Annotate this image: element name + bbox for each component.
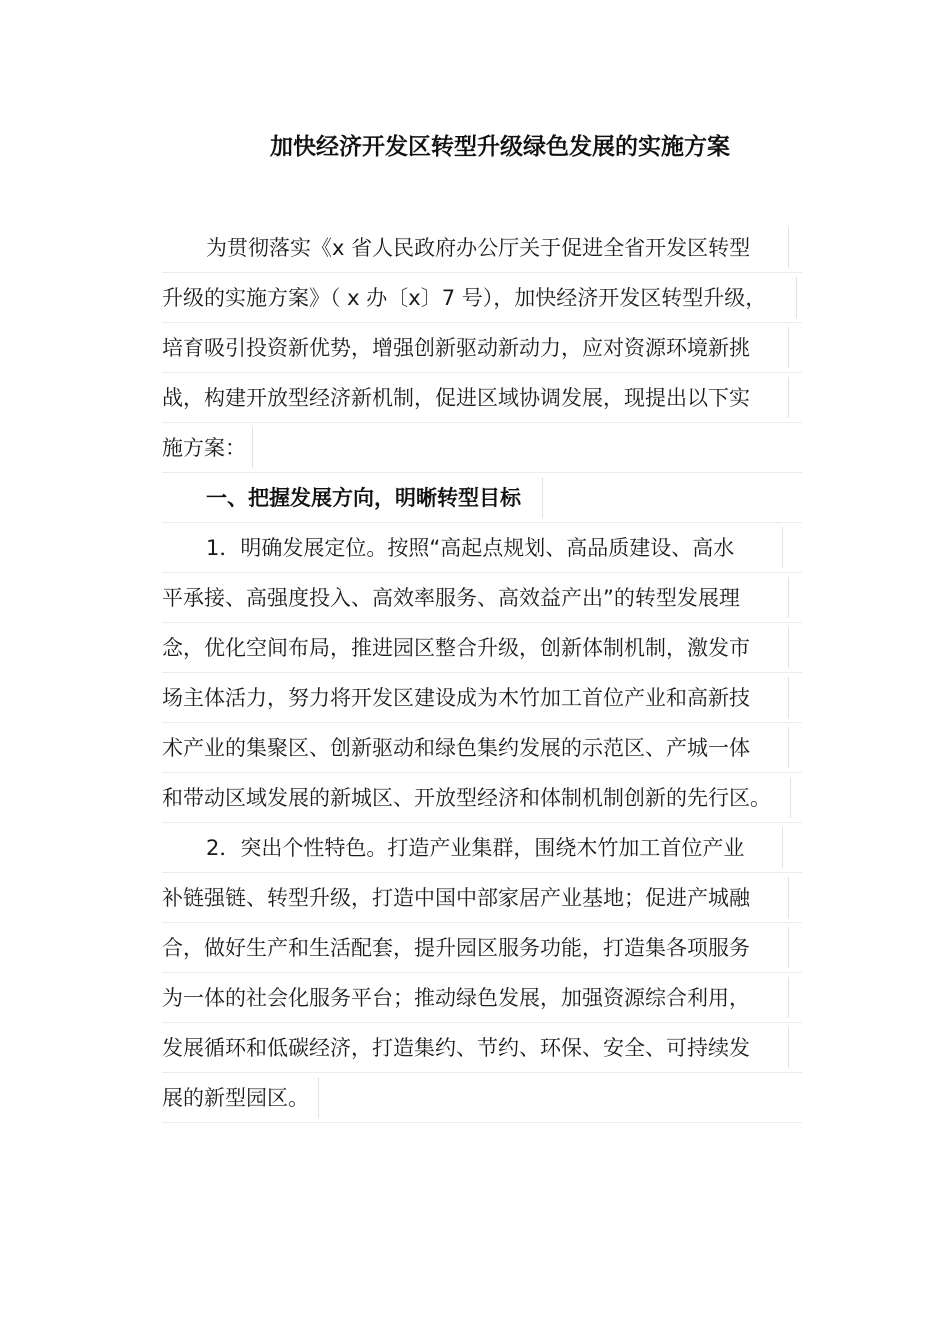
text-line — [162, 1023, 802, 1073]
line-guide — [782, 527, 783, 568]
line-guide — [788, 927, 789, 968]
text-line — [162, 673, 802, 723]
line-text: 场主体活力，努力将开发区建设成为木竹加工首位产业和高新技 — [162, 686, 750, 710]
line-text: 发展循环和低碳经济，打造集约、节约、环保、安全、可持续发 — [162, 1036, 750, 1060]
line-guide — [788, 627, 789, 668]
line-guide — [788, 977, 789, 1018]
text-line — [162, 723, 802, 773]
line-guide — [782, 827, 783, 868]
text-line — [162, 823, 802, 873]
line-text: 战，构建开放型经济新机制，促进区域协调发展，现提出以下实 — [162, 386, 750, 410]
line-guide — [796, 277, 797, 318]
line-text: 培育吸引投资新优势，增强创新驱动新动力，应对资源环境新挑 — [162, 336, 750, 360]
text-line — [162, 573, 802, 623]
line-guide — [790, 777, 791, 818]
text-line — [162, 873, 802, 923]
line-text: 念，优化空间布局，推进园区整合升级，创新体制机制，激发市 — [162, 636, 750, 660]
line-text: 合，做好生产和生活配套，提升园区服务功能，打造集各项服务 — [162, 936, 750, 960]
document-body — [162, 223, 802, 1123]
line-guide — [252, 427, 253, 468]
text-line — [162, 423, 802, 473]
line-text: 展的新型园区。 — [162, 1086, 309, 1110]
text-line — [162, 773, 802, 823]
text-line — [162, 1073, 802, 1123]
line-text: 2．突出个性特色。打造产业集群，围绕木竹加工首位产业 — [206, 836, 745, 860]
heading-text: 一、把握发展方向，明晰转型目标 — [206, 486, 521, 510]
text-line — [162, 973, 802, 1023]
line-guide — [788, 677, 789, 718]
line-text: 为一体的社会化服务平台；推动绿色发展，加强资源综合利用， — [162, 986, 750, 1010]
line-text: 术产业的集聚区、创新驱动和绿色集约发展的示范区、产城一体 — [162, 736, 750, 760]
line-guide — [788, 377, 789, 418]
document-title: 加快经济开发区转型升级绿色发展的实施方案 — [270, 134, 730, 160]
line-text: 为贯彻落实《x 省人民政府办公厅关于促进全省开发区转型 — [206, 236, 751, 260]
line-text: 施方案： — [162, 436, 246, 460]
section-heading — [162, 473, 802, 523]
text-line — [162, 323, 802, 373]
text-line — [162, 373, 802, 423]
text-line — [162, 623, 802, 673]
line-guide — [788, 577, 789, 618]
line-guide — [788, 327, 789, 368]
line-text: 平承接、高强度投入、高效率服务、高效益产出”的转型发展理 — [162, 586, 740, 610]
line-guide — [788, 1027, 789, 1068]
line-text: 1．明确发展定位。按照“高起点规划、高品质建设、高水 — [206, 536, 735, 560]
text-line — [162, 273, 802, 323]
line-guide — [788, 227, 789, 268]
text-line — [162, 223, 802, 273]
text-line — [162, 523, 802, 573]
line-guide — [318, 1077, 319, 1118]
line-guide — [788, 727, 789, 768]
line-guide — [542, 477, 543, 518]
line-text: 升级的实施方案》（ x 办〔x〕7 号），加快经济开发区转型升级， — [162, 286, 767, 310]
line-text: 补链强链、转型升级，打造中国中部家居产业基地；促进产城融 — [162, 886, 750, 910]
line-text: 和带动区域发展的新城区、开放型经济和体制机制创新的先行区。 — [162, 786, 771, 810]
text-line — [162, 923, 802, 973]
line-guide — [788, 877, 789, 918]
